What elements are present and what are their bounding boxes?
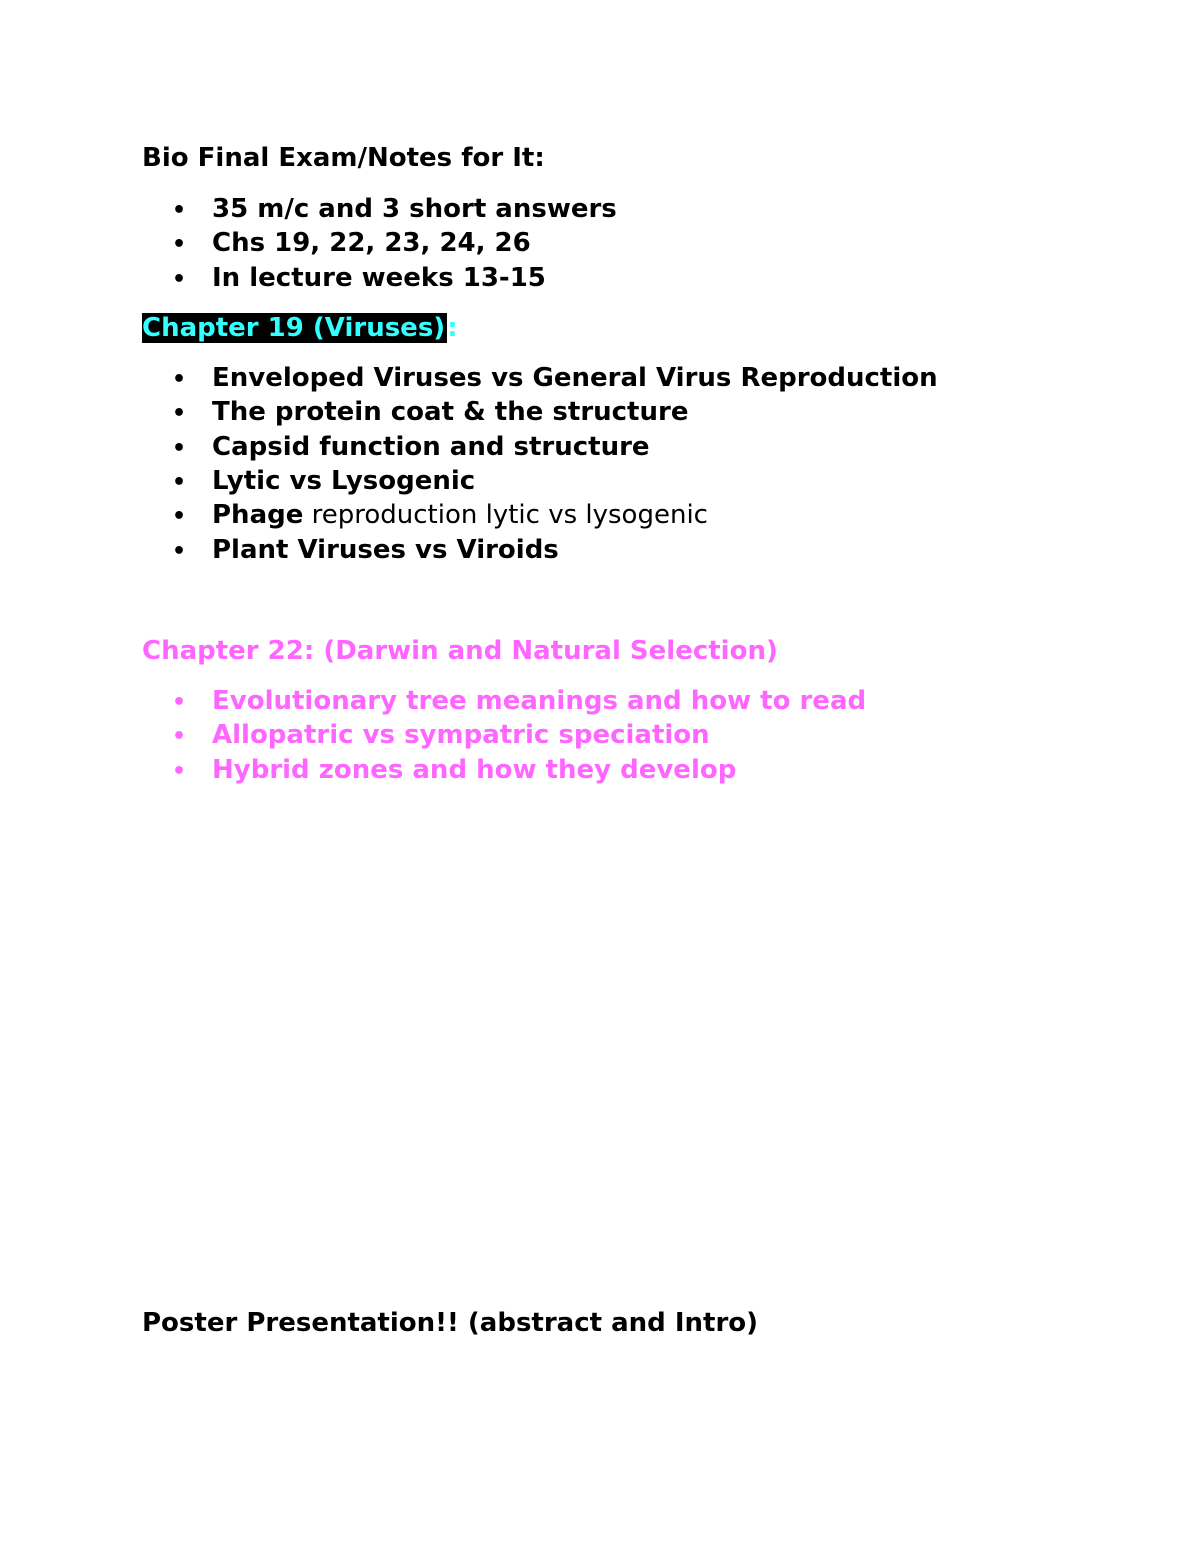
list-item (172, 753, 736, 789)
list-item-text: The protein coat & the structure (212, 397, 689, 427)
chapter-22-heading: Chapter 22: (Darwin and Natural Selection) (142, 636, 778, 666)
list-item (172, 464, 475, 500)
list-item (172, 361, 938, 397)
list-item (172, 261, 546, 297)
chapter-19-heading-text: Chapter 19 (Viruses) (142, 313, 446, 343)
list-item (172, 226, 531, 262)
bullet-icon: • (172, 539, 187, 564)
list-item (172, 430, 650, 466)
bullet-icon: • (172, 401, 187, 426)
bullet-icon: • (172, 436, 187, 461)
list-item-text: Hybrid zones and how they develop (212, 755, 737, 785)
list-item (172, 395, 688, 431)
bullet-icon: • (172, 690, 187, 715)
bullet-icon: • (172, 367, 187, 392)
bullet-icon: • (172, 198, 187, 223)
list-item-text: Lytic vs Lysogenic (212, 466, 476, 496)
list-item-text: Plant Viruses vs Viroids (212, 535, 559, 565)
list-item (172, 192, 617, 228)
poster-presentation-heading: Poster Presentation!! (abstract and Intro) (142, 1308, 759, 1338)
list-item-text: Chs 19, 22, 23, 24, 26 (212, 228, 531, 258)
bullet-icon: • (172, 759, 187, 784)
bullet-icon: • (172, 724, 187, 749)
list-item-text: Phage (212, 500, 304, 530)
list-item-text: Evolutionary tree meanings and how to read (212, 686, 867, 716)
list-item-text-rest: reproduction lytic vs lysogenic (303, 500, 708, 530)
document-title: Bio Final Exam/Notes for It: (142, 143, 545, 173)
list-item (172, 533, 559, 569)
bullet-icon: • (172, 470, 187, 495)
list-item-text: Enveloped Viruses vs General Virus Reproduction (212, 363, 938, 393)
bullet-icon: • (172, 232, 187, 257)
chapter-19-heading (142, 311, 458, 345)
list-item (172, 718, 710, 754)
list-item (172, 684, 866, 720)
list-item-text: Capsid function and structure (212, 432, 650, 462)
bullet-icon: • (172, 267, 187, 292)
list-item-text: 35 m/c and 3 short answers (212, 194, 617, 224)
list-item-text: Allopatric vs sympatric speciation (212, 720, 710, 750)
chapter-19-heading-colon: : (447, 313, 458, 343)
list-item (172, 498, 708, 534)
bullet-icon: • (172, 504, 187, 529)
list-item-text: In lecture weeks 13-15 (212, 263, 546, 293)
